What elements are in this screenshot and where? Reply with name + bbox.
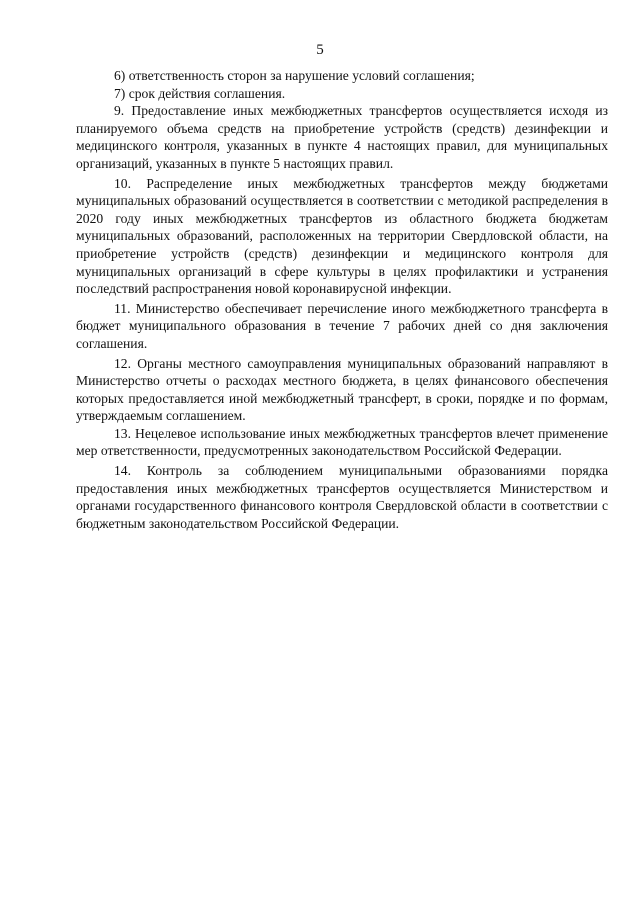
paragraph-10: 10. Распределение иных межбюджетных трансфертов между бюджетами муниципальных образований осуществляется в соответствии с методикой распределения в 2020 году иных межбюджетных трансфертов из областного бюджета бюджетам муниципальных образований, расположенных на территории Свердловской области, на приобретение устройств (средств) дезинфекции и медицинского контроля для муниципальных организаций в сфере культуры в целях профилактики и устранения последствий распространения новой коронавирусной инфекции. [76,175,608,297]
paragraph-13: 13. Нецелевое использование иных межбюджетных трансфертов влечет применение мер ответственности, предусмотренных законодательством Российской Федерации. [76,425,608,459]
paragraph-9: 9. Предоставление иных межбюджетных трансфертов осуществляется исходя из планируемого объема средств на приобретение устройств (средств) дезинфекции и медицинского контроля, указанных в пункте 4 настоящих правил, для муниципальных организаций, указанных в пункте 5 настоящих правил. [76,103,608,171]
paragraph-11: 11. Министерство обеспечивает перечисление иного межбюджетного трансферта в бюджет муниципального образования в течение 7 рабочих дней со дня заключения соглашения. [76,300,608,351]
paragraph-12: 12. Органы местного самоуправления муниципальных образований направляют в Министерство отчеты о расходах местного бюджета, в целях финансового обеспечения которых предоставляется иной межбюджетный трансферт, в сроки, порядке и по формам, утверждаемым соглашением. [76,355,608,424]
paragraph-14: 14. Контроль за соблюдением муниципальными образованиями порядка предоставления иных межбюджетных трансфертов осуществляется Министерством и органами государственного финансового контроля Свердловской области в соответствии с бюджетным законодательством Российской Федерации. [76,463,608,531]
paragraph-7: 7) срок действия соглашения. [114,85,286,101]
document-body [76,67,608,532]
paragraph-6: 6) ответственность сторон за нарушение условий соглашения; [114,68,475,83]
page-number: 5 [316,42,324,58]
